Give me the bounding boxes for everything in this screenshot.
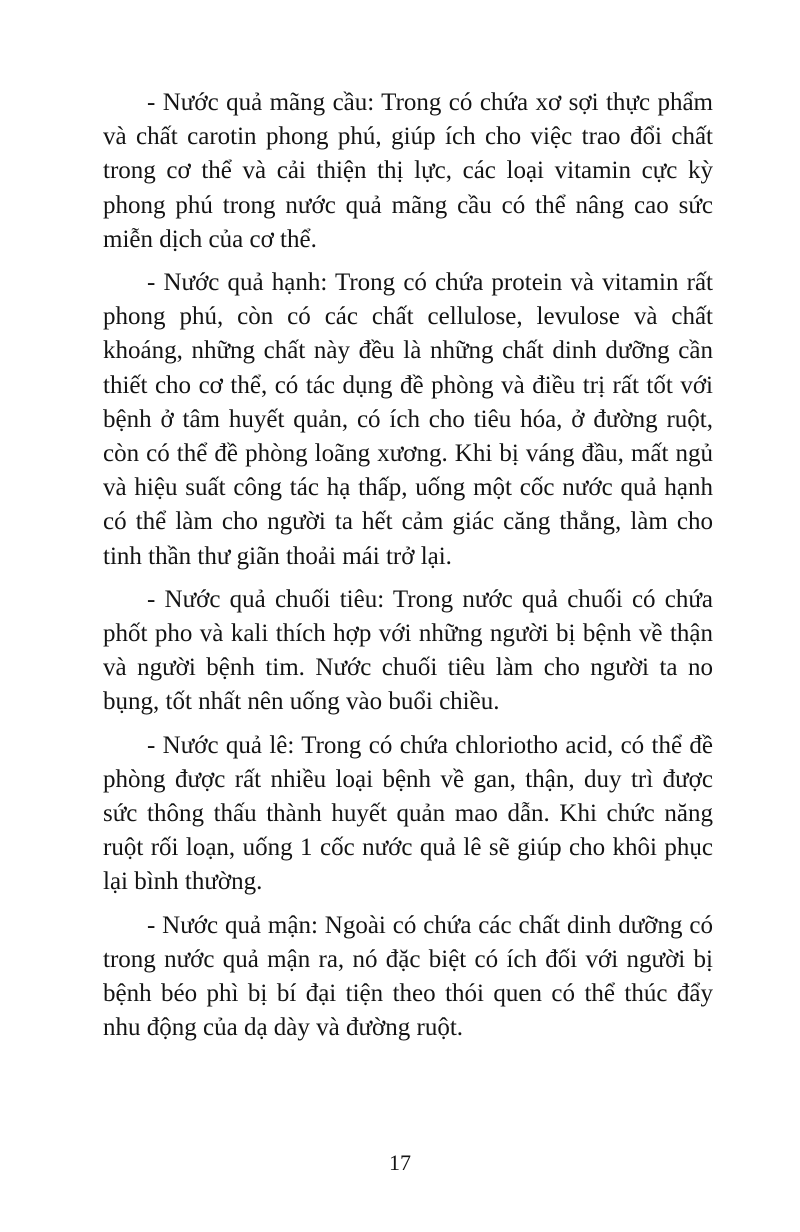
- page-number: 17: [389, 1150, 411, 1175]
- paragraph-pear-juice: - Nước quả lê: Trong có chứa chloriotho acid, có thể đề phòng được rất nhiều loại bệnh về gan, thận, duy trì được sức thông thấu thành huyết quản mao dẫn. Khi chức năng ruột rối loạn, uống 1 cốc nước quả lê sẽ giúp cho khôi phục lại bình thường.: [103, 731, 713, 896]
- paragraph-hanh-juice: - Nước quả hạnh: Trong có chứa protein và vitamin rất phong phú, còn có các chất cellulose, levulose và chất khoáng, những chất này đều là những chất dinh dưỡng cần thiết cho cơ thể, có tác dụng đề phòng và điều trị rất tốt với bệnh ở tâm huyết quản, có ích cho tiêu hóa, ở đường ruột, còn có thể đề phòng loãng xương. Khi bị váng đầu, mất ngủ và hiệu suất công tác hạ thấp, uống một cốc nước quả hạnh có thể làm cho người ta hết cảm giác căng thẳng, làm cho tinh thần thư giãn thoải mái trở lại.: [103, 269, 713, 570]
- body-text: [103, 86, 713, 1054]
- paragraph-plum-juice: - Nước quả mận: Ngoài có chứa các chất dinh dưỡng có trong nước quả mận ra, nó đặc biệt có ích đối với người bị bệnh béo phì bị bí đại tiện theo thói quen có thể thúc đẩy nhu động của dạ dày và đường ruột.: [103, 911, 713, 1042]
- paragraph-banana-juice: - Nước quả chuối tiêu: Trong nước quả chuối có chứa phốt pho và kali thích hợp với những người bị bệnh về thận và người bệnh tim. Nước chuối tiêu làm cho người ta no bụng, tốt nhất nên uống vào buổi chiều.: [103, 585, 713, 716]
- paragraph-mang-cau-juice: - Nước quả mãng cầu: Trong có chứa xơ sợi thực phẩm và chất carotin phong phú, giúp ích cho việc trao đổi chất trong cơ thể và cải thiện thị lực, các loại vitamin cực kỳ phong phú trong nước quả mãng cầu có thể nâng cao sức miễn dịch của cơ thể.: [103, 89, 713, 253]
